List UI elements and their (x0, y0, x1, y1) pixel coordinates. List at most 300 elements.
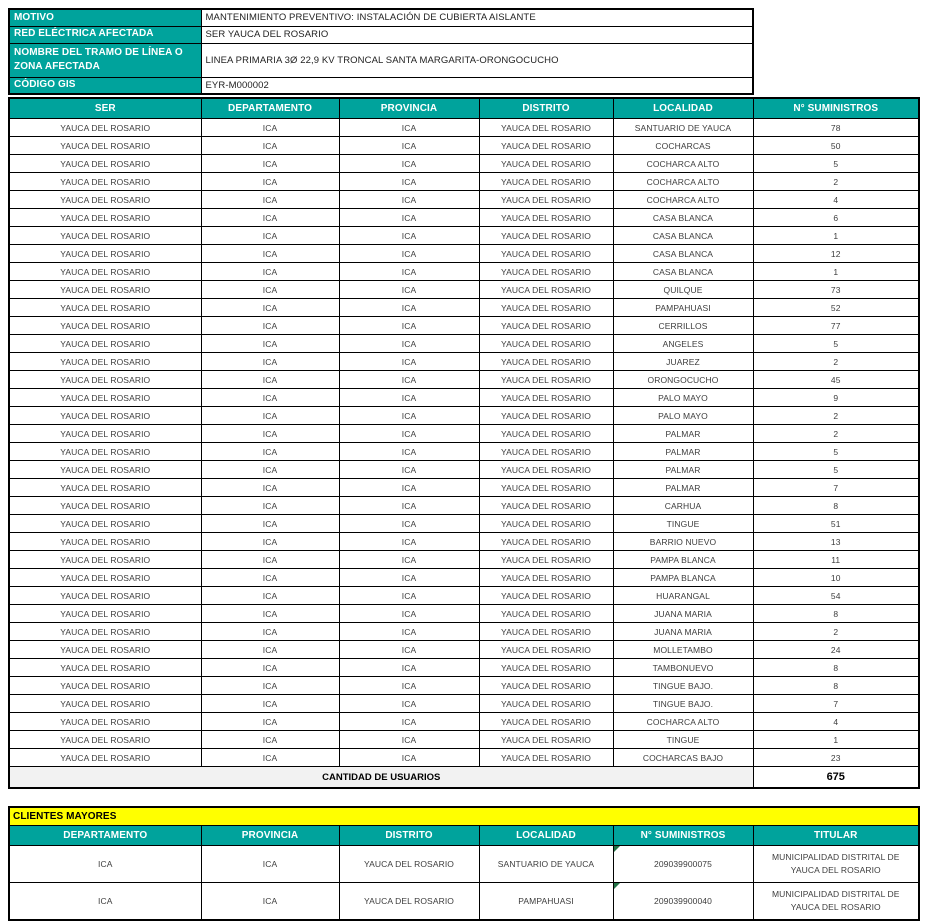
table-row (9, 227, 919, 245)
table-cell: ICA (339, 281, 479, 299)
table-cell: ICA (339, 299, 479, 317)
table-cell: YAUCA DEL ROSARIO (9, 263, 201, 281)
table-cell: ICA (201, 461, 339, 479)
table-cell: 1 (753, 263, 919, 281)
table-cell: PALO MAYO (613, 389, 753, 407)
table-cell: YAUCA DEL ROSARIO (479, 227, 613, 245)
table-row (9, 371, 919, 389)
table-cell: 77 (753, 317, 919, 335)
table-cell: CASA BLANCA (613, 263, 753, 281)
table-cell: YAUCA DEL ROSARIO (479, 623, 613, 641)
table-cell: ICA (201, 623, 339, 641)
table-row (9, 209, 919, 227)
table-cell: JUANA MARIA (613, 623, 753, 641)
table-cell: YAUCA DEL ROSARIO (479, 317, 613, 335)
table-cell: ICA (201, 497, 339, 515)
info-table (8, 8, 754, 95)
table-cell: ICA (201, 353, 339, 371)
table-cell: YAUCA DEL ROSARIO (9, 479, 201, 497)
table-cell: ICA (201, 713, 339, 731)
table-cell: 8 (753, 605, 919, 623)
table-cell: YAUCA DEL ROSARIO (479, 443, 613, 461)
table-cell: YAUCA DEL ROSARIO (479, 569, 613, 587)
info-label: MOTIVO (9, 9, 201, 26)
table-cell: YAUCA DEL ROSARIO (9, 515, 201, 533)
table-cell: YAUCA DEL ROSARIO (479, 299, 613, 317)
info-label: CÓDIGO GIS (9, 77, 201, 94)
table-cell: YAUCA DEL ROSARIO (479, 479, 613, 497)
table-cell: YAUCA DEL ROSARIO (9, 245, 201, 263)
suministro-number-cell: 209039900075 (613, 846, 753, 883)
table-cell: YAUCA DEL ROSARIO (9, 623, 201, 641)
table-cell: YAUCA DEL ROSARIO (9, 155, 201, 173)
table-cell: COCHARCA ALTO (613, 173, 753, 191)
table-cell: ICA (339, 389, 479, 407)
clientes-mayores-title: CLIENTES MAYORES (9, 807, 919, 826)
column-header: PROVINCIA (339, 98, 479, 119)
table-cell: ICA (339, 569, 479, 587)
table-cell: YAUCA DEL ROSARIO (479, 137, 613, 155)
table-row (9, 191, 919, 209)
cell-error-marker-icon (614, 883, 620, 889)
table-cell: CASA BLANCA (613, 227, 753, 245)
table-cell: ICA (339, 245, 479, 263)
table-cell: YAUCA DEL ROSARIO (479, 605, 613, 623)
table-cell: PALMAR (613, 479, 753, 497)
table-cell: COCHARCA ALTO (613, 713, 753, 731)
table-row (9, 389, 919, 407)
table-cell: CARHUA (613, 497, 753, 515)
table-cell: ICA (201, 883, 339, 921)
table-cell: YAUCA DEL ROSARIO (9, 389, 201, 407)
table-cell: ICA (339, 371, 479, 389)
table-cell: ICA (339, 605, 479, 623)
table-cell: YAUCA DEL ROSARIO (9, 731, 201, 749)
table-cell: ICA (339, 227, 479, 245)
table-cell: ICA (339, 155, 479, 173)
table-cell: YAUCA DEL ROSARIO (479, 389, 613, 407)
table-cell: 54 (753, 587, 919, 605)
total-value: 675 (753, 767, 919, 789)
table-cell: ICA (201, 191, 339, 209)
table-cell: SANTUARIO DE YAUCA (479, 846, 613, 883)
table-row (9, 497, 919, 515)
table-cell: SANTUARIO DE YAUCA (613, 119, 753, 137)
table-cell: ICA (339, 659, 479, 677)
table-cell: JUANA MARIA (613, 605, 753, 623)
suministro-number-cell: 209039900040 (613, 883, 753, 921)
table-row (9, 119, 919, 137)
table-cell: YAUCA DEL ROSARIO (9, 659, 201, 677)
table-row (9, 443, 919, 461)
table-cell: ICA (201, 335, 339, 353)
table-cell: YAUCA DEL ROSARIO (339, 883, 479, 921)
table-cell: PALO MAYO (613, 407, 753, 425)
table-cell: YAUCA DEL ROSARIO (479, 335, 613, 353)
table-cell: ICA (201, 677, 339, 695)
table-cell: COCHARCA ALTO (613, 191, 753, 209)
table-cell: ANGELES (613, 335, 753, 353)
cell-error-marker-icon (614, 846, 620, 852)
column-header: DISTRITO (339, 826, 479, 846)
table-row (9, 641, 919, 659)
table-row (9, 479, 919, 497)
info-value: SER YAUCA DEL ROSARIO (201, 26, 753, 43)
table-row (9, 659, 919, 677)
info-value: EYR-M000002 (201, 77, 753, 94)
table-row (9, 425, 919, 443)
table-cell: 5 (753, 155, 919, 173)
table-cell: YAUCA DEL ROSARIO (479, 677, 613, 695)
table-row (9, 137, 919, 155)
table-cell: ICA (201, 281, 339, 299)
info-label: RED ELÉCTRICA AFECTADA (9, 26, 201, 43)
table-cell: QUILQUE (613, 281, 753, 299)
table-cell: YAUCA DEL ROSARIO (9, 551, 201, 569)
column-header: DEPARTAMENTO (201, 98, 339, 119)
table-cell: ICA (339, 695, 479, 713)
table-row (9, 263, 919, 281)
table-cell: YAUCA DEL ROSARIO (9, 281, 201, 299)
table-row (9, 846, 919, 883)
table-cell: YAUCA DEL ROSARIO (339, 846, 479, 883)
table-cell: MUNICIPALIDAD DISTRITAL DE YAUCA DEL ROSARIO (753, 883, 919, 921)
table-cell: ICA (201, 731, 339, 749)
table-row (9, 551, 919, 569)
clientes-mayores-table (8, 806, 920, 921)
table-cell: YAUCA DEL ROSARIO (479, 209, 613, 227)
table-cell: YAUCA DEL ROSARIO (9, 443, 201, 461)
table-cell: ICA (339, 407, 479, 425)
table-row (9, 569, 919, 587)
column-header: DISTRITO (479, 98, 613, 119)
column-header: LOCALIDAD (479, 826, 613, 846)
table-cell: YAUCA DEL ROSARIO (479, 155, 613, 173)
table-cell: 23 (753, 749, 919, 767)
table-cell: ICA (201, 317, 339, 335)
table-cell: 78 (753, 119, 919, 137)
table-cell: PALMAR (613, 443, 753, 461)
table-cell: ICA (339, 497, 479, 515)
table-cell: PAMPAHUASI (613, 299, 753, 317)
table-cell: JUAREZ (613, 353, 753, 371)
table-cell: YAUCA DEL ROSARIO (479, 641, 613, 659)
table-cell: ICA (339, 443, 479, 461)
table-cell: TINGUE (613, 515, 753, 533)
table-cell: YAUCA DEL ROSARIO (9, 749, 201, 767)
table-row (9, 353, 919, 371)
table-cell: PAMPA BLANCA (613, 551, 753, 569)
suministros-header-row (9, 98, 919, 119)
table-cell: PALMAR (613, 461, 753, 479)
table-cell: YAUCA DEL ROSARIO (479, 281, 613, 299)
table-cell: MUNICIPALIDAD DISTRITAL DE YAUCA DEL ROSARIO (753, 846, 919, 883)
table-cell: CASA BLANCA (613, 209, 753, 227)
table-cell: 1 (753, 731, 919, 749)
table-cell: YAUCA DEL ROSARIO (479, 173, 613, 191)
table-cell: ICA (201, 587, 339, 605)
table-cell: TAMBONUEVO (613, 659, 753, 677)
table-cell: YAUCA DEL ROSARIO (9, 119, 201, 137)
table-cell: CASA BLANCA (613, 245, 753, 263)
table-cell: ICA (201, 119, 339, 137)
table-row (9, 749, 919, 767)
table-cell: 5 (753, 461, 919, 479)
table-cell: ICA (201, 569, 339, 587)
table-cell: 2 (753, 425, 919, 443)
table-cell: COCHARCAS (613, 137, 753, 155)
table-cell: 10 (753, 569, 919, 587)
table-cell: ICA (339, 749, 479, 767)
table-cell: PALMAR (613, 425, 753, 443)
table-cell: PAMPA BLANCA (613, 569, 753, 587)
suministros-table (8, 97, 920, 789)
table-cell: CERRILLOS (613, 317, 753, 335)
table-cell: 2 (753, 353, 919, 371)
table-cell: YAUCA DEL ROSARIO (479, 695, 613, 713)
table-cell: ICA (201, 515, 339, 533)
table-row (9, 155, 919, 173)
table-cell: YAUCA DEL ROSARIO (479, 191, 613, 209)
table-cell: 24 (753, 641, 919, 659)
column-header: TITULAR (753, 826, 919, 846)
table-cell: 7 (753, 479, 919, 497)
table-cell: 11 (753, 551, 919, 569)
table-cell: ICA (339, 425, 479, 443)
table-cell: ICA (339, 461, 479, 479)
column-header: DEPARTAMENTO (9, 826, 201, 846)
table-cell: YAUCA DEL ROSARIO (9, 209, 201, 227)
table-cell: YAUCA DEL ROSARIO (9, 713, 201, 731)
table-row (9, 281, 919, 299)
info-row (9, 9, 753, 26)
table-cell: YAUCA DEL ROSARIO (9, 299, 201, 317)
table-cell: 2 (753, 407, 919, 425)
table-cell: ICA (339, 479, 479, 497)
table-cell: ICA (201, 173, 339, 191)
table-cell: PAMPAHUASI (479, 883, 613, 921)
table-cell: YAUCA DEL ROSARIO (479, 587, 613, 605)
table-cell: ICA (201, 846, 339, 883)
table-cell: 13 (753, 533, 919, 551)
table-cell: YAUCA DEL ROSARIO (9, 587, 201, 605)
table-cell: ICA (201, 659, 339, 677)
table-cell: ICA (201, 641, 339, 659)
table-cell: ICA (339, 551, 479, 569)
table-cell: 52 (753, 299, 919, 317)
info-value: LINEA PRIMARIA 3Ø 22,9 KV TRONCAL SANTA MARGARITA-ORONGOCUCHO (201, 43, 753, 77)
table-cell: YAUCA DEL ROSARIO (479, 371, 613, 389)
table-cell: YAUCA DEL ROSARIO (9, 317, 201, 335)
table-cell: ICA (201, 155, 339, 173)
table-cell: 5 (753, 335, 919, 353)
table-cell: TINGUE BAJO. (613, 695, 753, 713)
table-cell: COCHARCA ALTO (613, 155, 753, 173)
table-row (9, 299, 919, 317)
table-cell: TINGUE (613, 731, 753, 749)
table-cell: ICA (201, 443, 339, 461)
table-row (9, 883, 919, 921)
table-cell: ICA (201, 371, 339, 389)
column-header: N° SUMINISTROS (753, 98, 919, 119)
table-cell: ICA (339, 317, 479, 335)
table-row (9, 623, 919, 641)
table-cell: YAUCA DEL ROSARIO (9, 677, 201, 695)
table-cell: 73 (753, 281, 919, 299)
info-row (9, 43, 753, 77)
table-cell: YAUCA DEL ROSARIO (9, 191, 201, 209)
table-cell: ICA (201, 407, 339, 425)
table-cell: ICA (201, 137, 339, 155)
table-cell: ICA (201, 479, 339, 497)
table-cell: 50 (753, 137, 919, 155)
table-cell: YAUCA DEL ROSARIO (9, 353, 201, 371)
table-cell: YAUCA DEL ROSARIO (9, 371, 201, 389)
table-cell: ICA (339, 731, 479, 749)
table-cell: COCHARCAS BAJO (613, 749, 753, 767)
table-cell: YAUCA DEL ROSARIO (479, 659, 613, 677)
table-row (9, 335, 919, 353)
table-cell: 5 (753, 443, 919, 461)
table-cell: 1 (753, 227, 919, 245)
table-cell: 51 (753, 515, 919, 533)
table-cell: ICA (339, 587, 479, 605)
table-cell: YAUCA DEL ROSARIO (9, 461, 201, 479)
table-cell: YAUCA DEL ROSARIO (9, 227, 201, 245)
table-cell: HUARANGAL (613, 587, 753, 605)
table-row (9, 533, 919, 551)
table-cell: ICA (339, 119, 479, 137)
table-cell: YAUCA DEL ROSARIO (479, 497, 613, 515)
table-cell: 8 (753, 497, 919, 515)
table-cell: 8 (753, 677, 919, 695)
column-header: N° SUMINISTROS (613, 826, 753, 846)
table-cell: ICA (339, 623, 479, 641)
table-row (9, 173, 919, 191)
total-label: CANTIDAD DE USUARIOS (9, 767, 753, 789)
table-cell: 6 (753, 209, 919, 227)
table-cell: ICA (339, 209, 479, 227)
table-cell: ICA (339, 353, 479, 371)
table-cell: BARRIO NUEVO (613, 533, 753, 551)
table-cell: ICA (201, 227, 339, 245)
table-cell: ICA (339, 173, 479, 191)
table-cell: ICA (339, 641, 479, 659)
table-cell: ICA (339, 533, 479, 551)
table-cell: YAUCA DEL ROSARIO (9, 425, 201, 443)
table-cell: YAUCA DEL ROSARIO (479, 713, 613, 731)
table-cell: 7 (753, 695, 919, 713)
table-cell: ICA (201, 605, 339, 623)
table-cell: YAUCA DEL ROSARIO (9, 641, 201, 659)
table-row (9, 407, 919, 425)
column-header: LOCALIDAD (613, 98, 753, 119)
column-header: SER (9, 98, 201, 119)
table-cell: YAUCA DEL ROSARIO (479, 515, 613, 533)
table-row (9, 677, 919, 695)
table-cell: 2 (753, 623, 919, 641)
table-cell: 9 (753, 389, 919, 407)
table-cell: YAUCA DEL ROSARIO (479, 119, 613, 137)
table-row (9, 317, 919, 335)
table-cell: YAUCA DEL ROSARIO (9, 533, 201, 551)
table-cell: ICA (201, 533, 339, 551)
table-cell: ICA (201, 209, 339, 227)
table-cell: 8 (753, 659, 919, 677)
table-row (9, 461, 919, 479)
table-cell: ICA (201, 263, 339, 281)
info-label: NOMBRE DEL TRAMO DE LÍNEA O ZONA AFECTADA (9, 43, 201, 77)
table-row (9, 587, 919, 605)
table-cell: ORONGOCUCHO (613, 371, 753, 389)
table-cell: YAUCA DEL ROSARIO (479, 263, 613, 281)
info-row (9, 77, 753, 94)
table-cell: ICA (9, 846, 201, 883)
column-header: PROVINCIA (201, 826, 339, 846)
table-cell: TINGUE BAJO. (613, 677, 753, 695)
table-cell: ICA (201, 299, 339, 317)
table-cell: YAUCA DEL ROSARIO (479, 353, 613, 371)
table-cell: 4 (753, 191, 919, 209)
table-cell: ICA (201, 245, 339, 263)
table-cell: ICA (339, 515, 479, 533)
info-row (9, 26, 753, 43)
table-cell: YAUCA DEL ROSARIO (479, 731, 613, 749)
table-cell: YAUCA DEL ROSARIO (479, 407, 613, 425)
table-row (9, 245, 919, 263)
table-row (9, 731, 919, 749)
table-cell: YAUCA DEL ROSARIO (479, 245, 613, 263)
table-row (9, 515, 919, 533)
table-cell: ICA (201, 695, 339, 713)
table-cell: ICA (9, 883, 201, 921)
table-cell: ICA (201, 389, 339, 407)
table-cell: YAUCA DEL ROSARIO (479, 425, 613, 443)
table-row (9, 695, 919, 713)
table-cell: ICA (339, 137, 479, 155)
table-cell: YAUCA DEL ROSARIO (9, 407, 201, 425)
table-cell: YAUCA DEL ROSARIO (9, 173, 201, 191)
table-cell: YAUCA DEL ROSARIO (479, 551, 613, 569)
table-cell: ICA (201, 551, 339, 569)
table-cell: 12 (753, 245, 919, 263)
table-cell: ICA (339, 335, 479, 353)
table-cell: YAUCA DEL ROSARIO (9, 605, 201, 623)
table-cell: YAUCA DEL ROSARIO (9, 569, 201, 587)
clientes-mayores-title-row (9, 807, 919, 826)
table-row (9, 605, 919, 623)
table-cell: MOLLETAMBO (613, 641, 753, 659)
table-cell: ICA (339, 263, 479, 281)
info-value: MANTENIMIENTO PREVENTIVO: INSTALACIÓN DE CUBIERTA AISLANTE (201, 9, 753, 26)
table-cell: YAUCA DEL ROSARIO (9, 497, 201, 515)
table-cell: ICA (201, 749, 339, 767)
table-cell: ICA (339, 713, 479, 731)
table-cell: YAUCA DEL ROSARIO (9, 695, 201, 713)
table-cell: ICA (339, 677, 479, 695)
table-cell: YAUCA DEL ROSARIO (479, 749, 613, 767)
total-row (9, 767, 919, 789)
table-cell: 45 (753, 371, 919, 389)
table-cell: 2 (753, 173, 919, 191)
table-cell: ICA (339, 191, 479, 209)
table-cell: YAUCA DEL ROSARIO (9, 335, 201, 353)
table-cell: 4 (753, 713, 919, 731)
table-cell: YAUCA DEL ROSARIO (479, 461, 613, 479)
table-cell: YAUCA DEL ROSARIO (479, 533, 613, 551)
table-cell: YAUCA DEL ROSARIO (9, 137, 201, 155)
clientes-mayores-header-row (9, 826, 919, 846)
